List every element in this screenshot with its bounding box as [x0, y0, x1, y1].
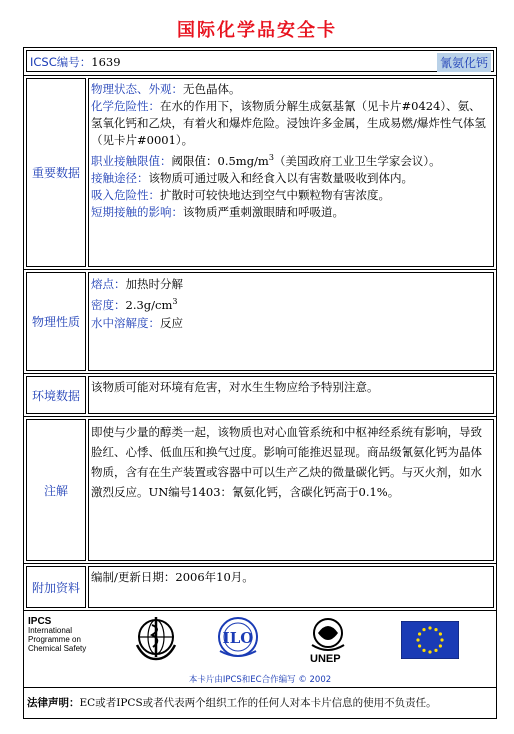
notes-section	[24, 416, 496, 563]
ilo-emblem-icon	[214, 615, 262, 661]
card-title: 国际化学品安全卡	[177, 20, 337, 41]
additional-info-text: 编制/更新日期：2006年10月。	[91, 570, 254, 584]
icsc-number: 1639	[91, 55, 121, 69]
physical-properties-body: 熔点：加热时分解 密度：$2.3g/cm^3$ 水中溶解度：反应	[91, 277, 183, 330]
icsc-label: ICSC编号：	[30, 55, 92, 69]
icsc-row	[24, 48, 496, 75]
legal-text: EC或者IPCS或者代表两个组织工作的任何人对本卡片信息的使用不负责任。	[79, 697, 437, 709]
physical-properties-section	[24, 269, 496, 373]
environment-text: 该物质可能对环境有危害，对水生生物应给予特别注意。	[91, 380, 379, 394]
logo-strip	[24, 610, 496, 688]
chemical-name: 氰氨化钙	[437, 53, 491, 72]
important-data-section	[24, 75, 496, 269]
additional-info-label: 附加资料	[31, 580, 80, 595]
additional-info-section	[24, 563, 496, 610]
safety-card	[23, 47, 497, 719]
svg-text:ILO: ILO	[222, 629, 254, 647]
environment-section	[24, 373, 496, 416]
unep-label: UNEP	[310, 653, 341, 665]
legal-notice	[24, 687, 496, 718]
footer-credit: 本卡片由IPCS和EC合作编写 © 2002	[188, 675, 332, 685]
physical-properties-label: 物理性质	[31, 315, 80, 329]
icsc-number-line	[30, 54, 121, 70]
ipcs-logo: IPCS International Programme on Chemical Safety	[28, 616, 87, 653]
notes-label: 注解	[43, 483, 68, 498]
important-data-body: 物理状态、外观：无色晶体。 化学危险性：在水的作用下，该物质分解生成氨基氰（见卡片#0424）、氨、氢氧化钙和乙炔，有着火和爆炸危险。浸蚀许多金属，生成易燃/爆炸性气体氢（见卡片#0001）。 职业接触限值：阈限值：$0.5mg/m^3$（美国政府工业卫生学家会议）。 接触途径：该物质可通过吸入和经食入以有害数量吸收到体内。 吸入危险性：扩散时可较快地达到空气中颗粒物有害浓度。 短期接触的影响：该物质严重刺激眼睛和呼吸道。	[91, 82, 486, 219]
eu-flag-icon	[401, 621, 459, 659]
important-data-label: 重要数据	[31, 166, 80, 180]
legal-label: 法律声明：	[27, 697, 80, 709]
who-emblem-icon	[132, 615, 180, 661]
notes-text: 即使与少量的醇类一起，该物质也对心血管系统和中枢神经系统有影响，导致脸红、心悸、低血压和换气过度。影响可能推迟显现。商品级氰氨化钙为晶体物质，含有在生产装置或容器中可以生产乙炔的微量碳化钙。与灭火剂，如水激烈反应。UN编号1403：氰氨化钙，含碳化钙高于0.1%。	[91, 425, 482, 499]
icsc-box	[26, 50, 494, 72]
environment-label: 环境数据	[31, 388, 80, 403]
unep-emblem-icon	[304, 615, 352, 657]
